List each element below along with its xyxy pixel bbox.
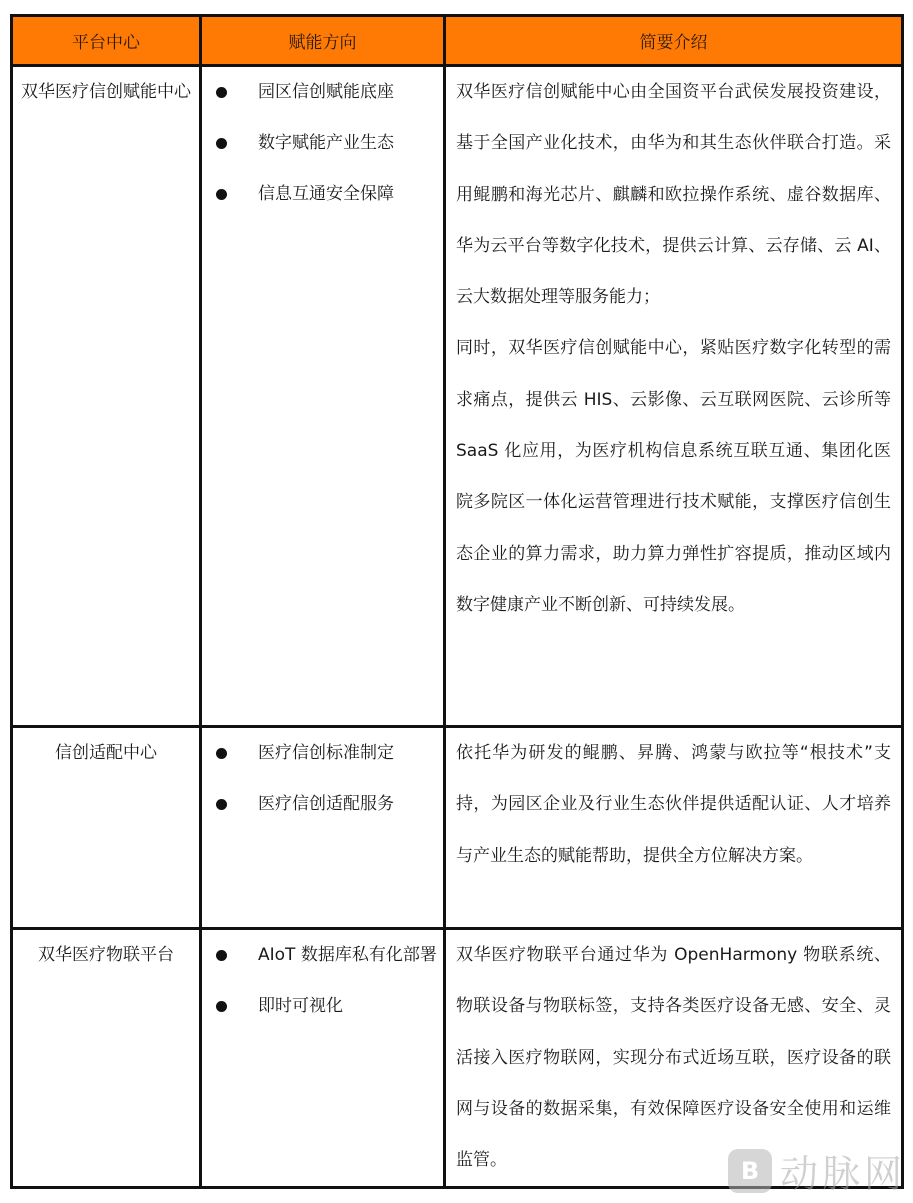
bullet-icon [216, 748, 227, 759]
direction-list [202, 930, 443, 1032]
table-header-row [12, 16, 903, 66]
direction-label: 园区信创赋能底座 [258, 82, 394, 102]
intro-paragraph: 双华医疗物联平台通过华为 OpenHarmony 物联系统、物联设备与物联标签，支持各类医疗设备无感、安全、灵活接入医疗物联网，实现分布式近场互联，医疗设备的联网与设备的数据采集，有效保障医疗设备安全使用和运维监管。 [456, 945, 891, 1171]
direction-label: 即时可视化 [258, 996, 343, 1016]
intro-paragraph: 依托华为研发的鲲鹏、昇腾、鸿蒙与欧拉等“根技术”支持，为园区企业及行业生态伙伴提供适配认证、人才培养与产业生态的赋能帮助，提供全方位解决方案。 [456, 743, 891, 866]
bullet-icon [216, 138, 227, 149]
direction-cell [201, 727, 445, 929]
direction-label: 信息互通安全保障 [258, 184, 394, 204]
direction-item [202, 930, 443, 981]
direction-list [202, 67, 443, 220]
bullet-icon [216, 1001, 227, 1012]
platform-name: 信创适配中心 [12, 727, 201, 929]
intro-cell [445, 66, 903, 727]
direction-cell [201, 929, 445, 1188]
bullet-icon [216, 950, 227, 961]
bullet-icon [216, 87, 227, 98]
table-row [12, 66, 903, 727]
platform-name: 双华医疗物联平台 [12, 929, 201, 1188]
watermark-text: 动脉网 [780, 1152, 907, 1196]
bullet-icon [216, 189, 227, 200]
intro-paragraph: 同时，双华医疗信创赋能中心，紧贴医疗数字化转型的需求痛点，提供云 HIS、云影像、云互联网医院、云诊所等 SaaS 化应用，为医疗机构信息系统互联互通、集团化医院多院区一体化运营管理进行技术赋能，支撑医疗信创生态企业的算力需求，助力算力弹性扩容提质，推动区域内数字健康产业不断创新、可持续发展。 [456, 338, 891, 615]
bullet-icon [216, 799, 227, 810]
direction-item [202, 169, 443, 220]
direction-label: 医疗信创标准制定 [258, 743, 394, 763]
direction-list [202, 728, 443, 830]
watermark [728, 1143, 906, 1198]
column-header-platform: 平台中心 [12, 16, 201, 66]
direction-item [202, 779, 443, 830]
direction-item [202, 728, 443, 779]
platform-table [10, 14, 904, 1189]
table-row [12, 727, 903, 929]
direction-item [202, 981, 443, 1032]
platform-name: 双华医疗信创赋能中心 [12, 66, 201, 727]
column-header-intro: 简要介绍 [445, 16, 903, 66]
intro-cell [445, 727, 903, 929]
direction-item [202, 67, 443, 118]
direction-item [202, 118, 443, 169]
direction-label: AIoT 数据库私有化部署 [258, 945, 437, 965]
direction-label: 数字赋能产业生态 [258, 133, 394, 153]
column-header-direction: 赋能方向 [201, 16, 445, 66]
intro-paragraph: 双华医疗信创赋能中心由全国资平台武侯发展投资建设，基于全国产业化技术，由华为和其生态伙伴联合打造。采用鲲鹏和海光芯片、麒麟和欧拉操作系统、虚谷数据库、华为云平台等数字化技术，提供云计算、云存储、云 AI、云大数据处理等服务能力； [456, 82, 891, 308]
watermark-logo-icon: B [728, 1149, 772, 1193]
direction-label: 医疗信创适配服务 [258, 794, 394, 814]
direction-cell [201, 66, 445, 727]
